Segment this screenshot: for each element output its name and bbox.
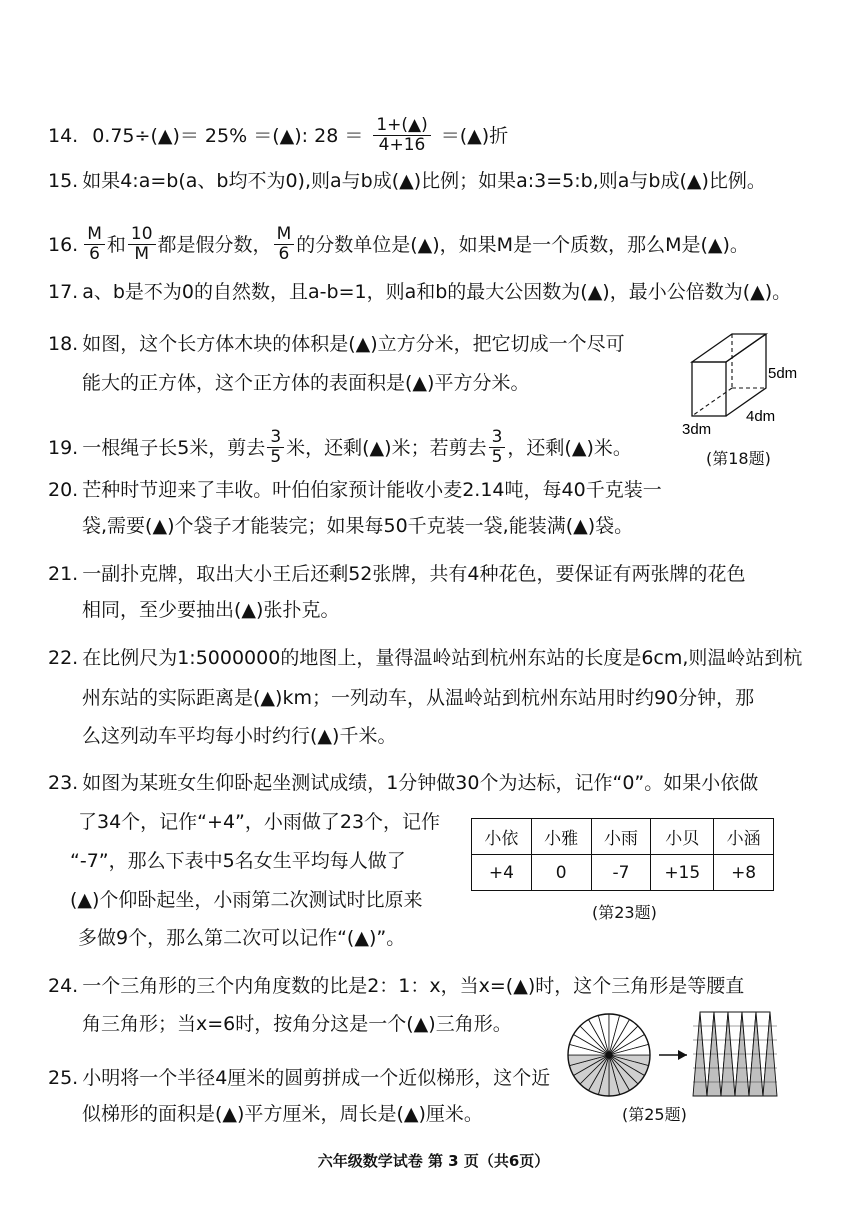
table-cell: +8 [714, 855, 774, 891]
question-text: 一个三角形的三个内角度数的比是2：1：x，当x=(▲)时，这个三角形是等腰直 [82, 975, 745, 997]
question-number: 16. [48, 233, 79, 256]
question-text: 如果4:a=b(a、b均不为0),则a与b成(▲)比例；如果a:3=5:b,则a与b成(▲)比例。 [82, 170, 766, 192]
question-16 [48, 225, 749, 264]
circle-to-trapezoid-figure [565, 1010, 785, 1100]
fraction-denominator: 5 [270, 447, 282, 467]
question-text: 如图为某班女生仰卧起坐测试成绩，1分钟做30个为达标，记作“0”。如果小依做 [82, 772, 759, 794]
fraction [84, 225, 105, 264]
question-text: 袋,需要(▲)个袋子才能装完；如果每50千克装一袋,能装满(▲)袋。 [82, 515, 634, 537]
depth-label: 3dm [682, 421, 712, 438]
fraction-numerator: M [274, 225, 295, 245]
question-24-line2 [82, 1012, 512, 1036]
question-text: 了34个，记作“+4”，小雨做了23个，记作 [78, 811, 441, 833]
height-label: 5dm [768, 365, 798, 382]
fraction-denominator: 4+16 [378, 135, 426, 155]
conjunction: 和 [106, 233, 126, 256]
question-text: 相同，至少要抽出(▲)张扑克。 [82, 599, 340, 621]
question-text: 小明将一个半径4厘米的圆剪拼成一个近似梯形，这个近 [82, 1067, 551, 1089]
question-18 [48, 332, 625, 356]
question-text: 在比例尺为1:5000000的地图上，量得温岭站到杭州东站的长度是6cm,则温岭站到杭 [82, 647, 803, 669]
question-text: 多做9个，那么第二次可以记作“(▲)”。 [78, 927, 406, 949]
question-25 [48, 1066, 550, 1090]
question-number: 19. [48, 436, 79, 459]
fraction [128, 225, 156, 264]
question-number: 24. [48, 975, 79, 997]
question-14 [48, 116, 508, 155]
fraction-numerator: 10 [128, 225, 156, 245]
question-number: 21. [48, 563, 79, 585]
question-text: (▲)个仰卧起坐，小雨第二次测试时比原来 [70, 889, 423, 911]
question-21-line2 [82, 598, 339, 622]
question-number: 25. [48, 1067, 79, 1089]
table-header-cell: 小雨 [591, 819, 651, 855]
question-23-line3 [70, 849, 406, 873]
question-21 [48, 562, 746, 586]
figure-25-caption: (第25题) [622, 1105, 687, 1124]
fraction [373, 116, 430, 155]
question-23-line2 [78, 810, 440, 834]
q14-part-d: ＝( [440, 124, 468, 147]
question-text: 州东站的实际距离是(▲)km；一列动车，从温岭站到杭州东站用时约90分钟，那 [82, 687, 755, 709]
question-15 [48, 169, 766, 193]
fraction-denominator: 6 [89, 244, 100, 264]
question-number: 17. [48, 281, 79, 303]
question-22-line3 [82, 724, 396, 748]
fraction [267, 428, 284, 467]
q14-part-b: )＝ 25% ＝( [172, 124, 280, 147]
question-23-line4 [70, 888, 422, 912]
q14-part-e: )折 [481, 124, 509, 147]
question-number: 23. [48, 772, 79, 794]
fraction [274, 225, 295, 264]
question-number: 22. [48, 647, 79, 669]
question-number: 20. [48, 479, 79, 501]
table-header-row [472, 819, 774, 855]
question-25-line2 [82, 1102, 483, 1126]
question-23 [48, 771, 758, 795]
table-cell: 0 [531, 855, 591, 891]
score-table [471, 818, 774, 891]
question-text: 的分数单位是(▲)，如果M是一个质数，那么M是(▲)。 [296, 233, 749, 256]
blank-triangle: ▲ [157, 124, 173, 147]
table-header-cell: 小贝 [651, 819, 714, 855]
table-row [472, 855, 774, 891]
question-20-line2 [82, 514, 633, 538]
table-cell: -7 [591, 855, 651, 891]
question-number: 14. [48, 124, 79, 147]
question-text: 角三角形；当x=6时，按角分这是一个(▲)三角形。 [82, 1013, 512, 1035]
question-text: 么这列动车平均每小时约行(▲)千米。 [82, 725, 397, 747]
question-18-line2 [82, 371, 529, 395]
fraction-denominator: M [134, 244, 150, 264]
fraction-numerator: 3 [489, 428, 506, 448]
question-24 [48, 974, 744, 998]
question-text: 如图，这个长方体木块的体积是(▲)立方分米，把它切成一个尽可 [82, 333, 625, 355]
fraction [489, 428, 506, 467]
fraction-numerator: 3 [267, 428, 284, 448]
question-text: 一根绳子长5米，剪去 [82, 436, 266, 459]
cuboid-figure [680, 320, 810, 460]
figure-23-caption: (第23题) [592, 903, 657, 922]
question-number: 18. [48, 333, 79, 355]
question-text: 都是假分数， [157, 233, 272, 256]
blank-triangle: ▲ [279, 124, 295, 147]
question-text: 能大的正方体，这个正方体的表面积是(▲)平方分米。 [82, 372, 530, 394]
question-text: a、b是不为0的自然数，且a-b=1，则a和b的最大公因数为(▲)，最小公倍数为(▲)。 [82, 281, 792, 303]
question-22-line2 [82, 686, 754, 710]
fraction-numerator: M [84, 225, 105, 245]
question-text: 似梯形的面积是(▲)平方厘米，周长是(▲)厘米。 [82, 1103, 483, 1125]
question-20 [48, 478, 662, 502]
table-header-cell: 小涵 [714, 819, 774, 855]
question-text: 米，还剩(▲)米；若剪去 [286, 436, 487, 459]
question-17 [48, 280, 791, 304]
question-23-line5 [78, 926, 405, 950]
question-text: “-7”，那么下表中5名女生平均每人做了 [70, 850, 406, 872]
question-text: 芒种时节迎来了丰收。叶伯伯家预计能收小麦2.14吨，每40千克装一 [82, 479, 662, 501]
table-header-cell: 小依 [472, 819, 532, 855]
fraction-numerator: 1+(▲) [373, 116, 430, 136]
question-text: ，还剩(▲)米。 [507, 436, 632, 459]
question-19 [48, 428, 632, 467]
question-text: 一副扑克牌，取出大小王后还剩52张牌，共有4种花色，要保证有两张牌的花色 [82, 563, 746, 585]
q14-part-c: ): 28 ＝ [294, 124, 364, 147]
table-cell: +4 [472, 855, 532, 891]
fraction-denominator: 5 [491, 447, 503, 467]
question-22 [48, 646, 802, 670]
width-label: 4dm [746, 408, 776, 425]
table-header-cell: 小雅 [531, 819, 591, 855]
question-number: 15. [48, 170, 79, 192]
fraction-denominator: 6 [278, 244, 290, 264]
blank-triangle: ▲ [467, 124, 482, 147]
page-footer: 六年级数学试卷 第 3 页（共6页） [317, 1152, 550, 1170]
figure-18-caption: (第18题) [706, 449, 771, 468]
table-cell: +15 [651, 855, 714, 891]
q14-part-a: 0.75÷( [92, 124, 158, 147]
